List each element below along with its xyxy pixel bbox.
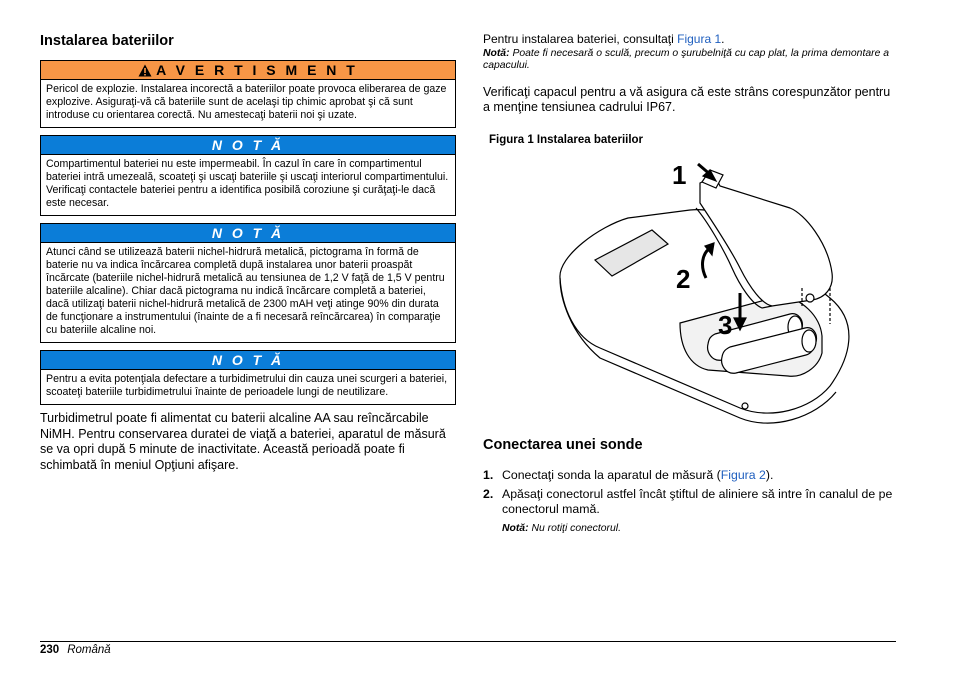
probe-steps — [483, 468, 897, 518]
battery-installation-figure — [540, 148, 890, 428]
warning-triangle-icon — [138, 64, 152, 77]
battery-paragraph: Turbidimetrul poate fi alimentat cu baterii alcaline AA sau reîncărcabile NiMH. Pentru conservarea duratei de viaţă a bateriei, aparatul de măsură se va opri după 5 minute de inactivitate. Această perioadă poate fi schimbată în meniul Opţiuni afişare. — [40, 411, 446, 472]
section-heading-battery: Instalarea bateriilor — [40, 33, 174, 49]
step-1 — [483, 468, 897, 484]
warning-title: A V E R T I S M E N T — [156, 62, 358, 78]
note-connector — [502, 523, 897, 536]
note-tool — [483, 48, 897, 73]
warning-header — [41, 61, 455, 80]
intro-suffix: . — [721, 32, 725, 46]
figure-caption: Figura 1 Instalarea bateriilor — [489, 133, 644, 146]
note-connector-label: Notă: — [502, 522, 529, 534]
note-header-1: N O T Ă — [41, 136, 455, 155]
step-2-number: 2. — [483, 486, 494, 501]
footer-divider — [40, 641, 896, 642]
note-tool-label: Notă: — [483, 47, 510, 59]
warning-box — [40, 60, 456, 128]
figure-2-link[interactable]: Figura 2 — [720, 468, 766, 482]
step-1-suffix: ). — [765, 468, 774, 482]
figure-step-1: 1 — [672, 160, 687, 190]
figure-1-link[interactable]: Figura 1 — [677, 32, 722, 46]
note-header-3: N O T Ă — [41, 351, 455, 370]
footer — [40, 644, 111, 656]
note-connector-text: Nu rotiţi conectorul. — [528, 522, 621, 534]
intro-text — [483, 32, 897, 48]
step-1-prefix: Conectaţi sonda la aparatul de măsură ( — [502, 468, 721, 482]
figure-step-3: 3 — [718, 310, 733, 340]
figure-step-2: 2 — [676, 264, 691, 294]
step-1-number: 1. — [483, 468, 494, 482]
footer-language: Română — [67, 644, 111, 656]
note-box-1 — [40, 135, 456, 216]
note-box-3 — [40, 350, 456, 405]
note-box-2 — [40, 223, 456, 343]
note-text-1: Compartimentul bateriei nu este impermeabil. În cazul în care în compartimentul bateriei intră umezeală, scoateţi şi uscaţi bateriile şi uscaţi interiorul compartimentului. Verificaţi contactele bateriei pentru a identifica posibilă coroziune şi curăţaţi-le dacă este necesar. — [46, 158, 449, 209]
left-column — [40, 32, 456, 473]
step-2-text: Apăsaţi conectorul astfel încât ştiftul de aliniere să intre în canalul de pe conectorul mamă. — [502, 486, 893, 516]
warning-text: Pericol de explozie. Instalarea incorectă a bateriilor poate provoca eliberarea de gaze explozive. Asiguraţi-vă că bateriile sunt de acelaşi tip chimic aprobat şi că sunt introduse cu orientarea corectă. Nu amestecaţi baterii noi şi uzate. — [46, 83, 447, 121]
cover-paragraph: Verificaţi capacul pentru a vă asigura că este strâns corespunzător pentru a menţine tensiunea cadrului IP67. — [483, 84, 891, 114]
right-column — [483, 32, 897, 146]
note-text-2: Atunci când se utilizează baterii nichel-hidrură metalică, pictograma în formă de baterie nu va indica încărcarea completă după instalarea unor baterii proaspăt încărcate (bateriile nichel-hidrură metalică au tensiunea de 1,2 V faţă de 1,5 V pentru bateriile alcaline). Chiar dacă pictograma nu indică încărcare completă a bateriei, dacă utilizaţi baterii nichel-hidrură metalică de 2300 mAH veţi atinge 90% din durata de funcţionare a instrumentului (înainte de a fi necesară reîncărcarea) în comparaţie cu bateriile alcaline noi. — [46, 246, 445, 336]
section-heading-probe: Conectarea unei sonde — [483, 437, 643, 453]
right-column-lower — [483, 436, 897, 535]
step-2 — [483, 487, 897, 518]
note-header-2: N O T Ă — [41, 224, 455, 243]
note-text-3: Pentru a evita potenţiala defectare a turbidimetrului din cauza unei scurgeri a bateriei, scoateţi bateriile turbidimetrului înainte de perioadele lungi de neutilizare. — [46, 373, 448, 398]
intro-prefix: Pentru instalarea bateriei, consultaţi — [483, 32, 678, 46]
page-number: 230 — [40, 644, 60, 656]
note-tool-text: Poate fi necesară o sculă, precum o şurubelniţă cu cap plat, la prima demontare a capacului. — [483, 47, 890, 71]
